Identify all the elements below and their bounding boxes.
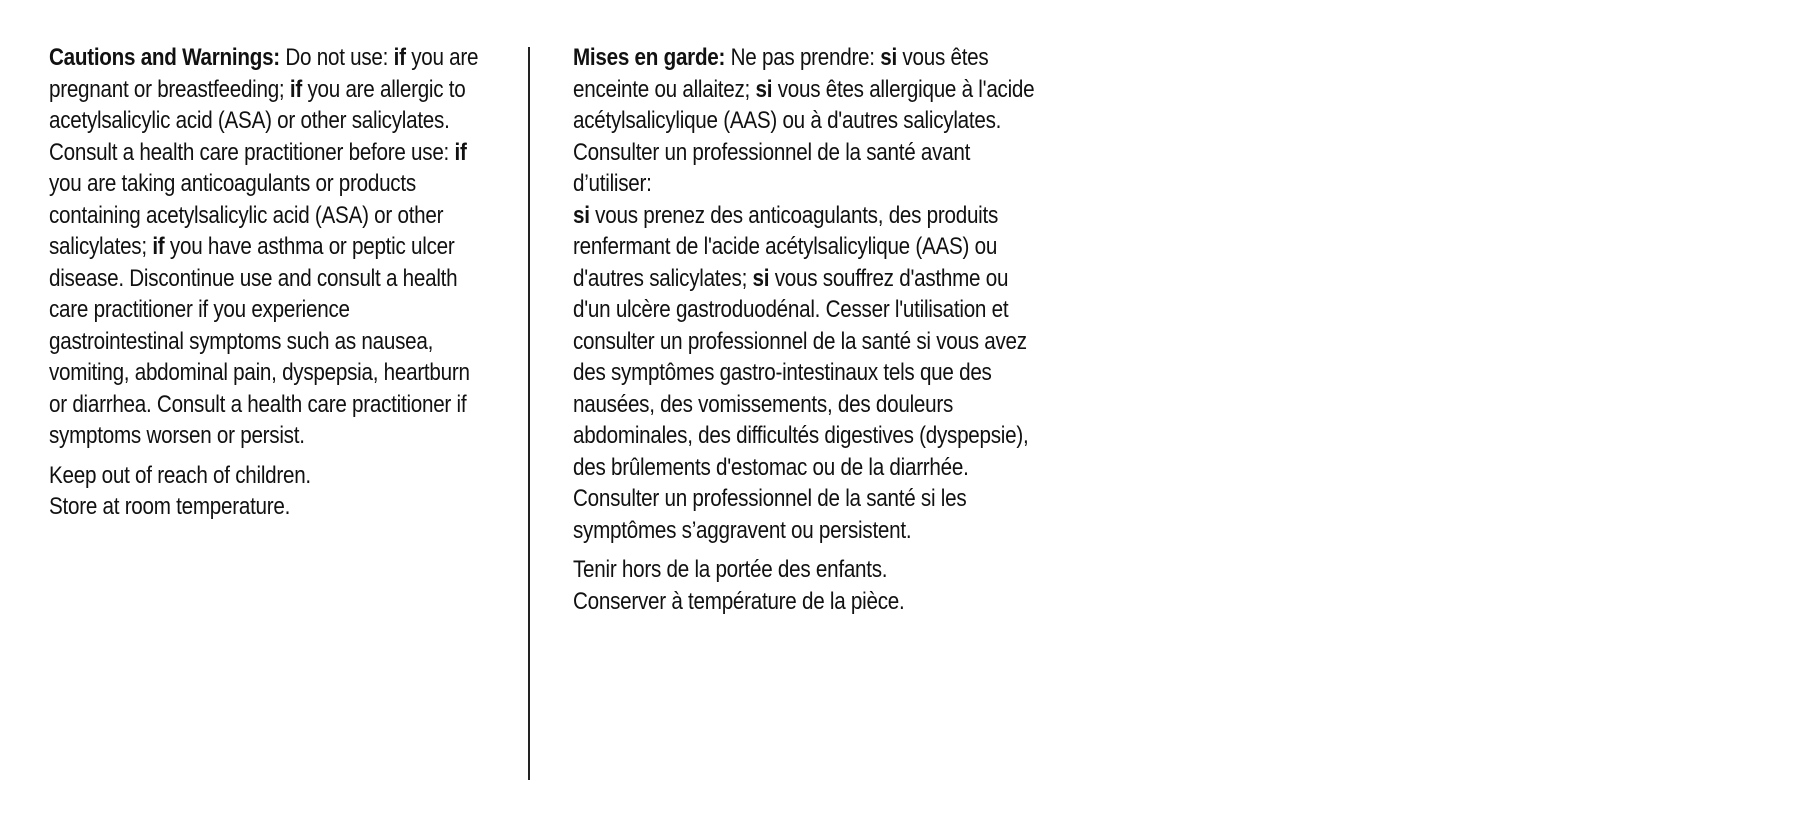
english-heading: Cautions and Warnings: xyxy=(49,44,280,71)
keyword-si: si xyxy=(880,44,897,71)
keyword-if: if xyxy=(152,233,165,260)
english-intro: Do not use: xyxy=(285,44,389,71)
english-warnings-column xyxy=(49,42,483,523)
keyword-if: if xyxy=(454,138,467,166)
english-store: Store at room temperature. xyxy=(49,493,291,520)
french-warnings-column xyxy=(573,42,1037,617)
english-storage-paragraph xyxy=(49,460,483,523)
french-heading: Mises en garde: xyxy=(573,44,726,71)
french-warnings-paragraph xyxy=(573,42,1037,546)
column-divider xyxy=(528,47,530,780)
english-condition-anticoagulants: you are taking anticoagulants or products containing acetylsalicylic acid (ASA) or other salicylates; xyxy=(49,170,444,260)
english-condition-pregnant: you are pregnant or breastfeeding; xyxy=(49,44,479,103)
french-condition-allergique: vous êtes allergique à l'acide acétylsalicylique (AAS) ou à d'autres salicylates. Consulter un professionnel de la santé avant d’utiliser: xyxy=(573,75,1035,197)
keyword-if: if xyxy=(289,75,302,103)
french-storage-paragraph xyxy=(573,554,1037,617)
english-condition-allergic: you are allergic to acetylsalicylic acid (ASA) or other salicylates. Consult a health care practitioner before use: xyxy=(49,75,466,166)
french-condition-asthme: vous souffrez d'asthme ou d'un ulcère gastroduodénal. Cesser l'utilisation et consulter un professionnel de la santé si vous avez des symptômes gastro-intestinaux tels que des nausées, des vomissements, des douleurs abdominales, des difficultés digestives (dyspepsie), des brûlements d'estomac ou de la diarrhée. Consulter un professionnel de la santé si les symptômes s’aggravent ou persistent. xyxy=(573,264,1029,544)
french-condition-anticoagulants: vous prenez des anticoagulants, des produits renfermant de l'acide acétylsalicylique (AAS) ou d'autres salicylates; xyxy=(573,201,999,292)
french-store: Conserver à température de la pièce. xyxy=(573,587,905,615)
french-keep-out: Tenir hors de la portée des enfants. xyxy=(573,556,888,583)
french-condition-enceinte: vous êtes enceinte ou allaitez; xyxy=(573,44,989,103)
keyword-if: if xyxy=(393,44,406,71)
keyword-si: si xyxy=(573,201,590,229)
english-keep-out: Keep out of reach of children. xyxy=(49,461,311,489)
english-warnings-paragraph xyxy=(49,42,483,452)
english-condition-asthma: you have asthma or peptic ulcer disease. Discontinue use and consult a health care practitioner if you experience gastrointestinal symptoms such as nausea, vomiting, abdominal pain, dyspepsia, heartburn or diarrhea. Consult a health care practitioner if symptoms worsen or persist. xyxy=(49,233,470,449)
keyword-si: si xyxy=(752,264,770,292)
keyword-si: si xyxy=(755,75,773,103)
french-intro: Ne pas prendre: xyxy=(730,44,875,71)
